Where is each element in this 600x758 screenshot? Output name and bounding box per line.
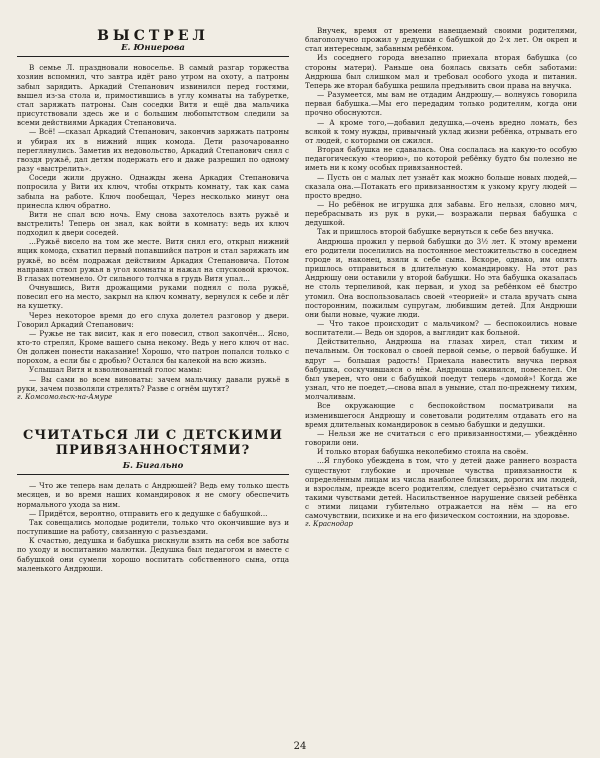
- paragraph: — А кроме того,—добавил дедушка,—очень вредно ломать, без всякой к тому нужды, привычный уклад жизни ребёнка, отрывать его от людей, с которыми он сжился.: [305, 117, 577, 145]
- paragraph: К счастью, дедушка и бабушка рискнули взять на себя все заботы по уходу и воспитанию малютки. Дедушка был педагогом и вместе с бабушкой они сумели хорошо воспитать собственного сына, отца маленького Андрюши.: [17, 536, 289, 573]
- paragraph: Из соседнего города внезапно приехала вторая бабушка (со стороны матери). Раньше она боялась связать себя заботами: Андрюша был слишком мал и требовал особого ухода и питания. Теперь же вторая бабушка решила предъявить свои права на внучка.: [305, 53, 577, 90]
- paragraph: — Но ребёнок не игрушка для забавы. Его нельзя, словно мяч, перебрасывать из рук в руки,— возражали первая бабушка с дедушкой.: [305, 199, 577, 228]
- right-column: [305, 26, 577, 530]
- paragraph: Вторая бабушка не сдавалась. Она сослалась на какую-то особую педагогическую «теорию», по которой ребёнку будто бы полезно не иметь ни к кому особых привязанностей.: [305, 145, 577, 173]
- article-author: Б. Бигально: [122, 461, 184, 472]
- article-author: Е. Юниерова: [121, 43, 185, 54]
- paragraph: Через некоторое время до его слуха долетел разговор у двери. Говорил Аркадий Степанович:: [17, 310, 289, 329]
- page-number: 24: [293, 741, 307, 752]
- divider: [17, 474, 289, 475]
- paragraph: Витя не спал всю ночь. Ему снова захотелось взять ружьё и выстрелить! Теперь он знал, как войти в комнату: ведь их ключ подходил к двери соседей.: [17, 209, 289, 238]
- paragraph: — Ружье не так висит, как я его повесил, ствол закопчён... Ясно, кто-то стрелял, Кроме вашего сына некому. Ведь у него ключ от нас. Он должен понести наказание! Хорошо, что патрон попался только с порохом, а если бы с дробью? Остался бы калекой на всю жизнь.: [17, 328, 289, 366]
- paragraph: Так совещались молодые родители, только что окончившие вуз и поступившие на работу, связанную с разъездами.: [17, 517, 289, 537]
- spacer: [17, 402, 289, 428]
- paragraph: — Всё! —сказал Аркадий Степанович, закончив заряжать патроны и убирая их в нижний ящик комода. Дети разочарованно переглянулись. Заметив их недовольство, Аркадий Степанович снял с гвоздя ружьё, дал детям подержать его и даже разрешил по одному разу «выстрелить».: [17, 127, 289, 174]
- paragraph: Соседи жили дружно. Однажды жена Аркадия Степановича попросила у Вити их ключ, чтобы открыть комнату, так как сама забыла на работе. Ключ пообещал, Через несколько минут она принесла ключ обратно.: [17, 173, 289, 210]
- paragraph: И только вторая бабушка неколебимо стояла на своём.: [317, 447, 529, 457]
- paragraph: Все окружающие с беспокойством посматривали на изменившегося Андрюшу и советовали родителям отдавать его на время длительных командировок в семью бабушки и дедушки.: [305, 401, 577, 429]
- article-title: СЧИТАТЬСЯ ЛИ С ДЕТСКИМИ ПРИВЯЗАННОСТЯМИ?: [23, 428, 283, 459]
- paragraph: ...Я глубоко убеждена в том, что у детей даже раннего возраста существуют глубокие и прочные чувства привязанности к определённым лицам из числа наиболее близких, дорогих им людей, и взрослым, прежде всего родителям, следует серьёзно считаться с такими чувствами детей. Насильственное нарушение связей ребёнка с этими лицами губительно отражается на нём — на его самочувствии, психике и на его физическом состоянии, на здоровье.: [305, 456, 577, 521]
- paragraph: — Придётся, вероятно, отправить его к дедушке с бабушкой...: [29, 508, 268, 518]
- paragraph: Действительно, Андрюша на глазах хирел, стал тихим и печальным. Он тосковал о своей первой семье, о первой бабушке. И вдруг — большая радость! Приехала навестить внучка первая бабушка, соскучившаяся о нём. Андрюша оживился, повеселел. Он был уверен, что они с бабушкой поедут теперь «домой»! Когда же узнал, что не поедет,—снова впал в уныние, стал по-прежнему тихим, молчаливым.: [305, 337, 577, 402]
- article-source: г. Комсомольск-на-Амуре: [17, 392, 113, 401]
- paragraph: Андрюша прожил у первой бабушки до 3½ лет. К этому времени его родители поселились на постоянное местожительство в соседнем городе и, наконец, взяли к себе сына. Вскоре, однако, им опять пришлось отправиться в длительную командировку. На этот раз Андрюшу они оставили у второй бабушки. Но эта бабушка оказалась не столь терпеливой, как первая, и уход за ребёнком её быстро утомил. Она воспользовалась своей «теорией» и стала вручать сына посторонним, пожилым супругам, любившим детей. Для Андрюши они были новые, чужие люди.: [305, 236, 577, 319]
- paragraph: ...Ружьё висело на том же месте. Витя снял его, открыл нижний ящик комода, схватил первый попавшийся патрон и стал заряжать им ружьё, во всём подражая действиям Аркадия Степановича. Потом направил ствол ружья в угол комнаты и нажал на спусковой крючок. В глазах потемнело. От сильного толчка в грудь Витя упал...: [17, 237, 289, 283]
- paragraph: — Нельзя же не считаться с его привязанностями,— убеждённо говорили они.: [305, 428, 577, 448]
- article-source: г. Краснодар: [305, 520, 353, 529]
- divider: [17, 56, 289, 57]
- article-title: ВЫСТРЕЛ: [97, 28, 209, 44]
- paragraph: — Пусть он с малых лет узнаёт как можно больше новых людей,—сказала она.—Потакать его привязанностям к узкому кругу людей — просто вредно.: [305, 172, 577, 200]
- paragraph: Внучек, время от времени навещаемый своими родителями, благополучно прожил у дедушки с бабушкой до 2-х лет. Он окреп и стал интересным, забавным ребёнком.: [305, 26, 577, 54]
- paragraph: — Вы сами во всем виноваты: зачем мальчику давали ружьё в руки, зачем позволяли стрелять? Разве с огнём шутят?: [17, 374, 289, 393]
- paragraph: — Разумеется, мы вам не отдадим Андрюшу,— волнуясь говорила первая бабушка.—Мы его передадим только родителям, когда они прочно обоснуются.: [305, 90, 577, 118]
- paragraph: Услышал Витя и взволнованный голос мамы:: [29, 365, 202, 375]
- left-column: [17, 26, 289, 573]
- paragraph: Так и пришлось второй бабушке вернуться к себе без внучка.: [317, 227, 554, 237]
- paragraph: — Что же теперь нам делать с Андрюшей? Ведь ему только шесть месяцев, и во время наших командировок я не смогу обеспечить нормального ухода за ним.: [17, 481, 289, 509]
- paragraph: В семье Л. праздновали новоселье. В самый разгар торжества хозяин вспомнил, что завтра идёт рано утром на охоту, а патроны забыл зарядить. Аркадий Степанович извинился перед гостями, вышел из-за стола и, примостившись в углу комнаты на табуретке, стал заряжать патроны. Сын соседки Витя и ещё два мальчика присутствовали здесь же и с большим любопытством следили за всеми действиями Аркадия Степановича.: [17, 63, 289, 128]
- paragraph: — Что такое происходит с мальчиком? — беспокоились новые воспитатели.— Ведь он здоров, а выглядит как больной.: [305, 319, 577, 338]
- paragraph: Очнувшись, Витя дрожащими руками поднял с пола ружьё, повесил его на место, закрыл на ключ комнату, вернулся к себе и лёг на кушетку.: [17, 283, 289, 311]
